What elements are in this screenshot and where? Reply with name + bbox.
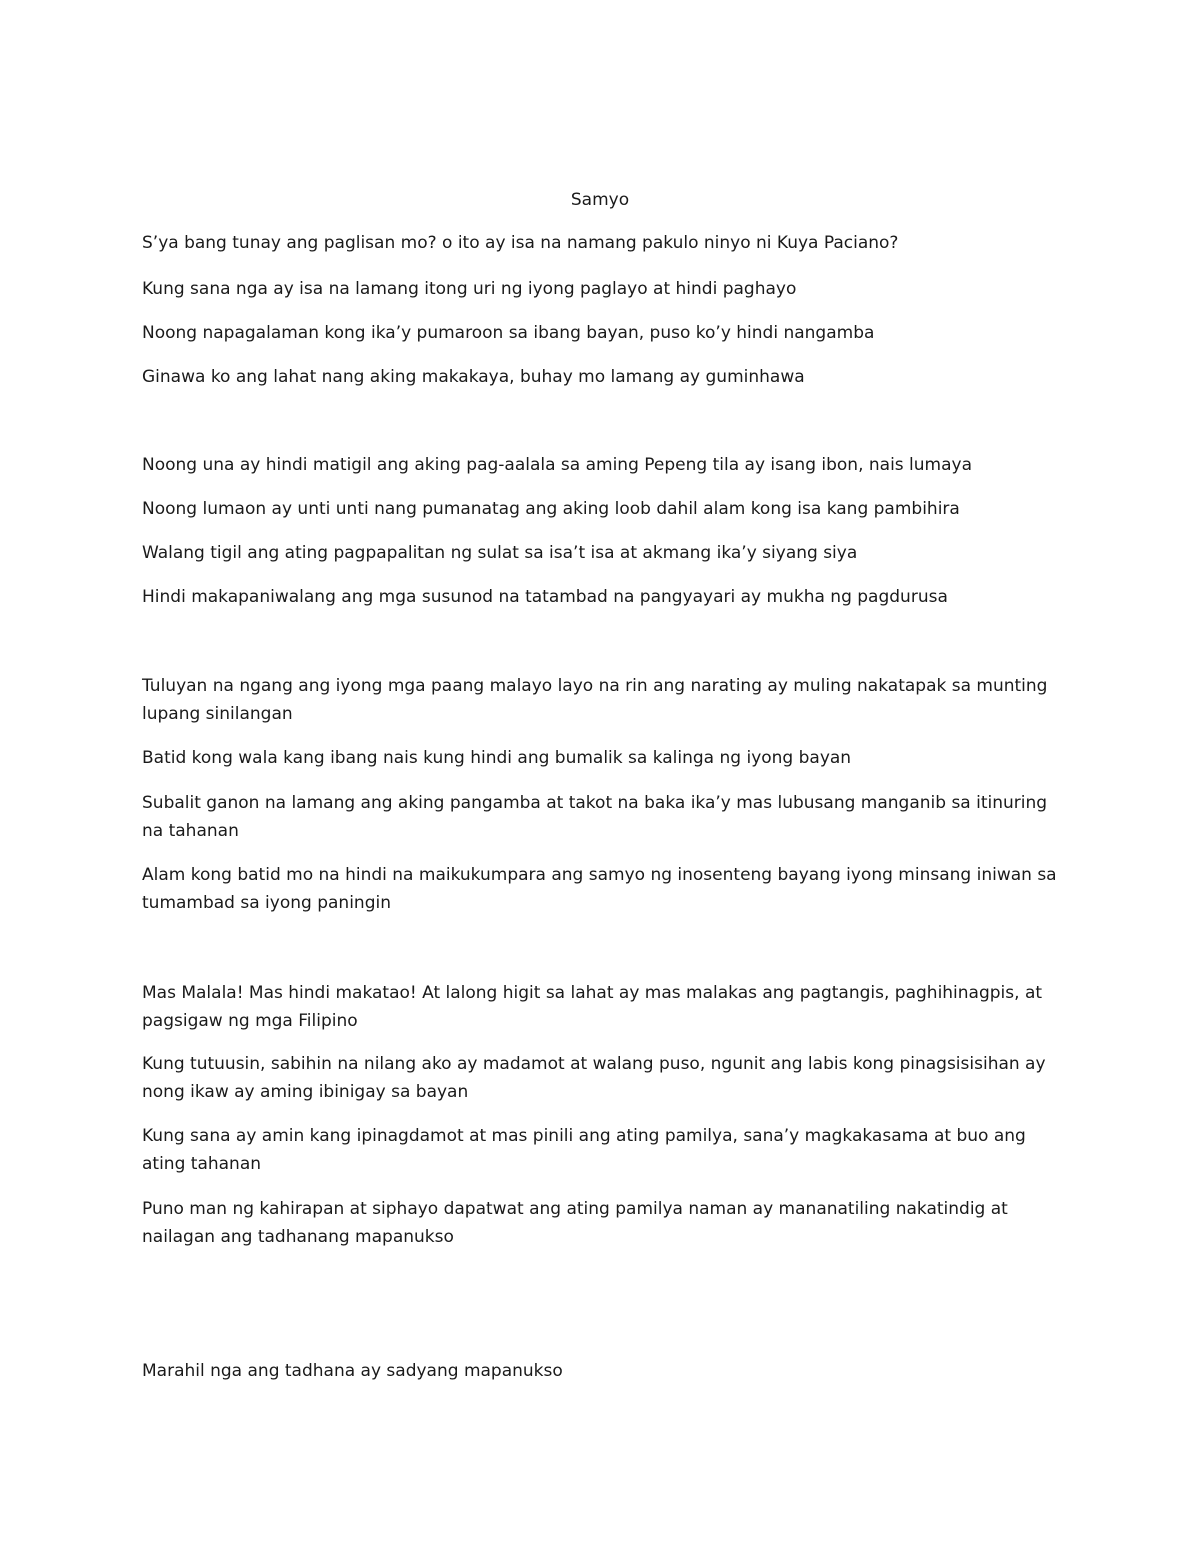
- stanza-4-line-4: Puno man ng kahirapan at siphayo dapatwat ang ating pamilya naman ay mananatiling nakatindig at nailagan ang tadhanang mapanukso: [142, 1199, 1008, 1247]
- stanza-3-line-1: Tuluyan na ngang ang iyong mga paang malayo layo na rin ang narating ay muling nakatapak sa munting lupang sinilangan: [142, 676, 1048, 724]
- closing-line: Marahil nga ang tadhana ay sadyang mapanukso: [142, 1361, 563, 1381]
- stanza-2-line-2: Noong lumaon ay unti unti nang pumanatag ang aking loob dahil alam kong isa kang pambihira: [142, 499, 960, 519]
- stanza-1-line-2: Kung sana nga ay isa na lamang itong uri ng iyong paglayo at hindi paghayo: [142, 279, 797, 299]
- stanza-3-line-3: Subalit ganon na lamang ang aking pangamba at takot na baka ika’y mas lubusang manganib sa itinuring na tahanan: [142, 793, 1048, 841]
- stanza-1-line-1: S’ya bang tunay ang paglisan mo? o ito ay isa na namang pakulo ninyo ni Kuya Paciano?: [142, 233, 899, 253]
- stanza-2-line-3: Walang tigil ang ating pagpapalitan ng sulat sa isa’t isa at akmang ika’y siyang siya: [142, 543, 858, 563]
- stanza-1-line-3: Noong napagalaman kong ika’y pumaroon sa ibang bayan, puso ko’y hindi nangamba: [142, 323, 875, 343]
- stanza-3-line-4: Alam kong batid mo na hindi na maikukumpara ang samyo ng inosenteng bayang iyong minsang iniwan sa tumambad sa iyong paningin: [142, 865, 1057, 913]
- stanza-4-line-1: Mas Malala! Mas hindi makatao! At lalong higit sa lahat ay mas malakas ang pagtangis, paghihinagpis, at pagsigaw ng mga Filipino: [142, 983, 1043, 1031]
- stanza-2-line-1: Noong una ay hindi matigil ang aking pag-aalala sa aming Pepeng tila ay isang ibon, nais lumaya: [142, 455, 973, 475]
- stanza-3-line-2: Batid kong wala kang ibang nais kung hindi ang bumalik sa kalinga ng iyong bayan: [142, 748, 852, 768]
- stanza-4-line-3: Kung sana ay amin kang ipinagdamot at mas pinili ang ating pamilya, sana’y magkakasama at buo ang ating tahanan: [142, 1126, 1026, 1174]
- stanza-4-line-2: Kung tutuusin, sabihin na nilang ako ay madamot at walang puso, ngunit ang labis kong pinagsisisihan ay nong ikaw ay aming ibinigay sa bayan: [142, 1054, 1046, 1102]
- stanza-2-line-4: Hindi makapaniwalang ang mga susunod na tatambad na pangyayari ay mukha ng pagdurusa: [142, 587, 948, 607]
- poem-title: Samyo: [570, 190, 630, 210]
- stanza-1-line-4: Ginawa ko ang lahat nang aking makakaya, buhay mo lamang ay guminhawa: [142, 367, 805, 387]
